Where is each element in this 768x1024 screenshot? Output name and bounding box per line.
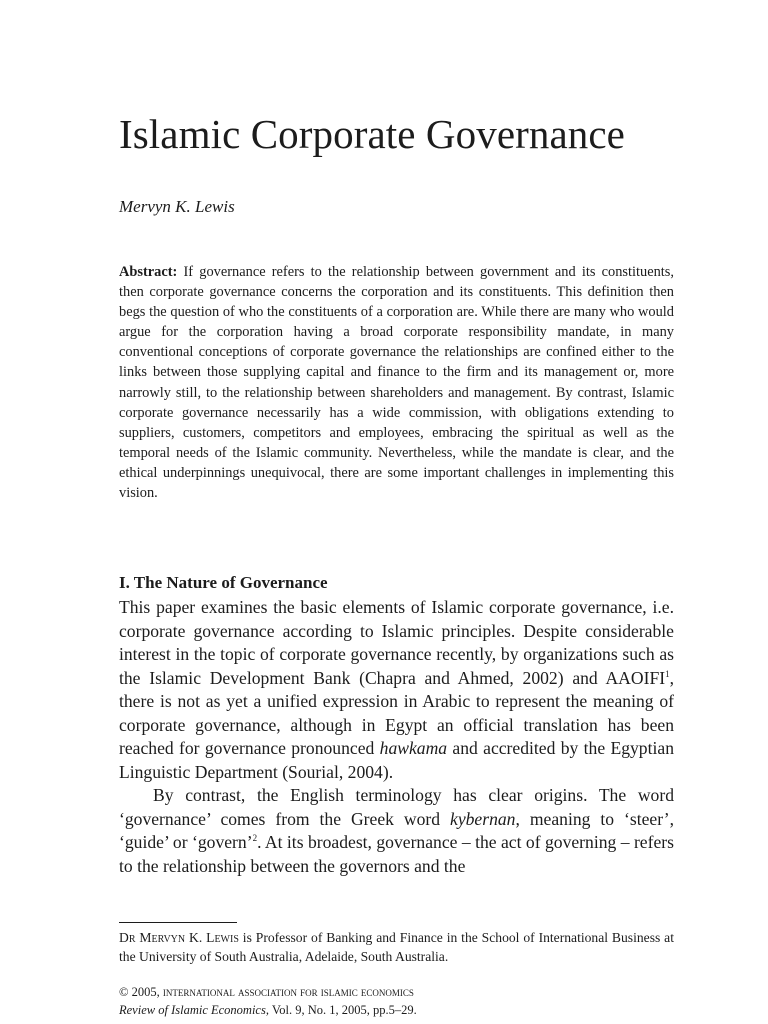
section-heading: I. The Nature of Governance [119, 573, 328, 592]
footnote-text: is Professor of Banking and Finance in the School of International Business at the University of South Australia, Adelaide, South Australia. [119, 930, 674, 964]
author-name: Mervyn K. Lewis [119, 197, 235, 216]
author-footnote [119, 929, 674, 966]
copyright-year: © 2005, [119, 985, 160, 999]
paragraph-1-part-b: , there is not as yet a unified expression in Arabic to represent the meaning of corporate governance, although in Egypt an official translation has been reached for governance pronounced [119, 667, 674, 758]
body-text [119, 596, 674, 878]
paper-title: Islamic Corporate Governance [119, 111, 625, 157]
abstract [119, 262, 674, 503]
footnote-rule [119, 922, 237, 923]
term-hawkama: hawkama [379, 738, 448, 758]
term-kybernan: kybernan [450, 808, 516, 829]
abstract-label: Abstract: [119, 264, 178, 280]
paragraph-2-part-c: . At its broadest, governance – the act of governing – refers to the relationship between the governors and the [119, 832, 674, 876]
paragraph-2 [119, 784, 674, 878]
footnote-ref-1: 1 [665, 668, 670, 679]
citation-line [119, 1001, 674, 1019]
journal-name: Review of Islamic Economics, [119, 1003, 269, 1017]
paragraph-2-part-a: By contrast, the English terminology has clear origins. The word ‘governance’ comes from the Greek word [119, 785, 674, 829]
paragraph-2-part-b: , meaning to ‘steer’, ‘guide’ or ‘govern’ [119, 808, 674, 852]
footnote-ref-2: 2 [252, 833, 258, 844]
copyright-line [119, 983, 674, 1001]
paragraph-1-part-a: This paper examines the basic elements of Islamic corporate governance, i.e. corporate governance according to Islamic principles. Despite considerable interest in the topic of corporate governance recently, by organizations such as the Islamic Development Bank (Chapra and Ahmed, 2002) and AAOIFI [119, 597, 674, 688]
paragraph-1 [119, 596, 674, 784]
abstract-text: If governance refers to the relationship between government and its constituents, then corporate governance concerns the corporation and its constituents. This definition then begs the question of who the constituents of a corporation are. While there are many who would argue for the corporation having a broad corporate responsibility mandate, in many conventional conceptions of corporate governance the relationships are confined either to the links between those supplying capital and finance to the firm and its management or, more narrowly still, to the relationship between shareholders and management. By contrast, Islamic corporate governance necessarily has a wide commission, with obligations extending to suppliers, customers, competitors and employees, embracing the spiritual as well as the temporal needs of the Islamic community. Nevertheless, while the mandate is clear, and the ethical underpinnings unequivocal, there are some important challenges in implementing this vision. [119, 264, 674, 502]
copyright-block [119, 983, 674, 1019]
paragraph-1-part-c: and accredited by the Egyptian Linguistic Department (Sourial, 2004). [119, 738, 674, 782]
copyright-org: international association for islamic economics [162, 985, 414, 999]
footnote-author-name: Dr Mervyn K. Lewis [119, 930, 239, 945]
citation-details: Vol. 9, No. 1, 2005, pp.5–29. [268, 1003, 417, 1017]
